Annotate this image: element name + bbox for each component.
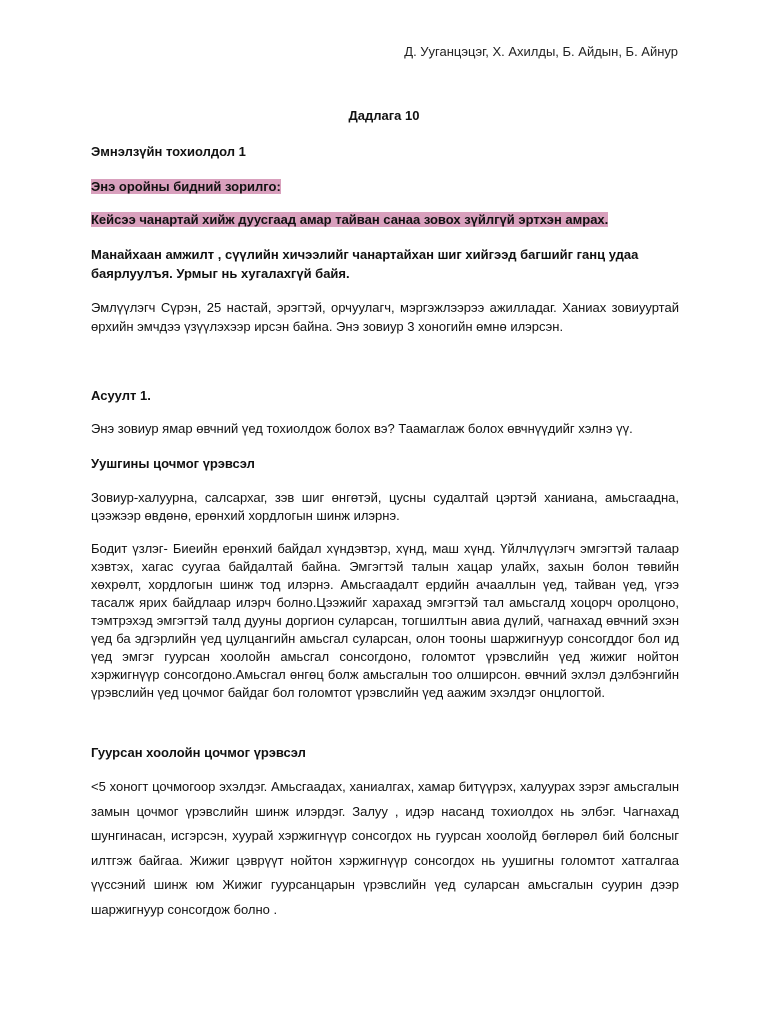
goal-text-row bbox=[91, 211, 679, 229]
section-heading-pneumonia: Уушгины цочмог үрэвсэл bbox=[91, 456, 255, 471]
bronchitis-paragraph: <5 хоногт цочмогоор эхэлдэг. Амьсгаадах, ханиалгах, хамар битүүрэх, халуурах зэрэг амьсгалын замын цочмог үрэвслийн шинж илэрдэг. Залуу , идэр насанд тохиолдох нь элбэг. Чагнахад шунгинасан, исгэрсэн, хуурай хэржигнүүр сонсогдох нь гуурсан хоолойд бөглөрөл бий болсныг илтгэж байгаа. Жижиг цэврүүт нойтон хэржигнүүр сонсогдох нь уушигны голомтот хатгалгаа үүссэний шинж юм Жижиг гуурсанцарын үрэвслийн үед суларсан амьсгалын суурин дээр шаржигнуур сонсогдож болно . bbox=[91, 779, 679, 917]
motto-paragraph: Манайхаан амжилт , сүүлийн хичээлийг чанартайхан шиг хийгээд багшийг ганц удаа баярлуулъя. Урмыг нь хугалахгүй байя. bbox=[91, 247, 639, 281]
case-description: Эмлүүлэгч Сүрэн, 25 настай, эрэгтэй, орчуулагч, мэргэжлээрээ ажилладаг. Ханиах зовиууртай өрхийн эмчдээ үзүүлэхээр ирсэн байна. Энэ зовиур 3 хоногийн өмнө илэрсэн. bbox=[91, 300, 679, 334]
section-heading-bronchitis: Гуурсан хоолойн цочмог үрэвсэл bbox=[91, 745, 306, 760]
question-text: Энэ зовиур ямар өвчний үед тохиолдож болох вэ? Таамаглаж болох өвчнүүдийг хэлнэ үү. bbox=[91, 421, 633, 436]
goal-text: Кейсээ чанартай хийж дуусгаад амар тайван санаа зовох зүйлгүй эртхэн амрах. bbox=[91, 212, 609, 227]
pneumonia-symptoms: Зовиур-халуурна, салсархаг, зэв шиг өнгөтэй, цусны судалтай цэртэй ханиана, амьсгаадна, цээжээр өвдөнө, ерөнхий хордлогын шинж илэрнэ. bbox=[91, 490, 679, 523]
case-heading: Эмнэлзүйн тохиолдол 1 bbox=[91, 144, 246, 159]
goal-heading: Энэ оройны бидний зорилго: bbox=[91, 179, 281, 194]
question-heading: Асуулт 1. bbox=[91, 388, 151, 403]
document-authors: Д. Ууганцэцэг, Х. Ахилды, Б. Айдын, Б. Айнур bbox=[404, 44, 678, 59]
pneumonia-examination: Бодит үзлэг- Биеийн ерөнхий байдал хүндэвтэр, хүнд, маш хүнд. Үйлчлүүлэгч эмгэгтэй талаар хэвтэх, хагас суугаа байдалтай байна. Эмгэгтэй талын хацар улайх, захын болон төвийн хөхрөлт, хордлогын шинж тод илэрнэ. Амьсгаадалт ердийн ачааллын үед, тайван үед, үгээ тасалж ярих байдлаар илэрч болно.Цээжийг харахад эмгэгтэй тал амьсгалд хоцорч оролцоно, тэмтрэхэд эмгэгтэй талд дууны доргион суларсан, тогшилтын авиа дүлий, чагнахад өвчний эхэн үед ба эдгэрлийн үед цулцангийн амьсгал суларсан, олон тооны шаржигнуур сонсогддог бол ид үед эмгэг гуурсан хоолойн амьсгал сонсогдоно, голомтот үрэвслийн үед жижиг нойтон хэржигнүүр сонсогдоно.Амьсгал өнгөц болж амьсгалын тоо олширсон. өвчний эхлэл дэлбэнгийн үрэвслийн үед цочмог байдаг бол голомтот үрэвслийн үед аажим эхэлдэг онцлогтой. bbox=[91, 541, 679, 700]
goal-heading-row bbox=[91, 178, 679, 196]
document-title: Дадлага 10 bbox=[348, 108, 420, 123]
